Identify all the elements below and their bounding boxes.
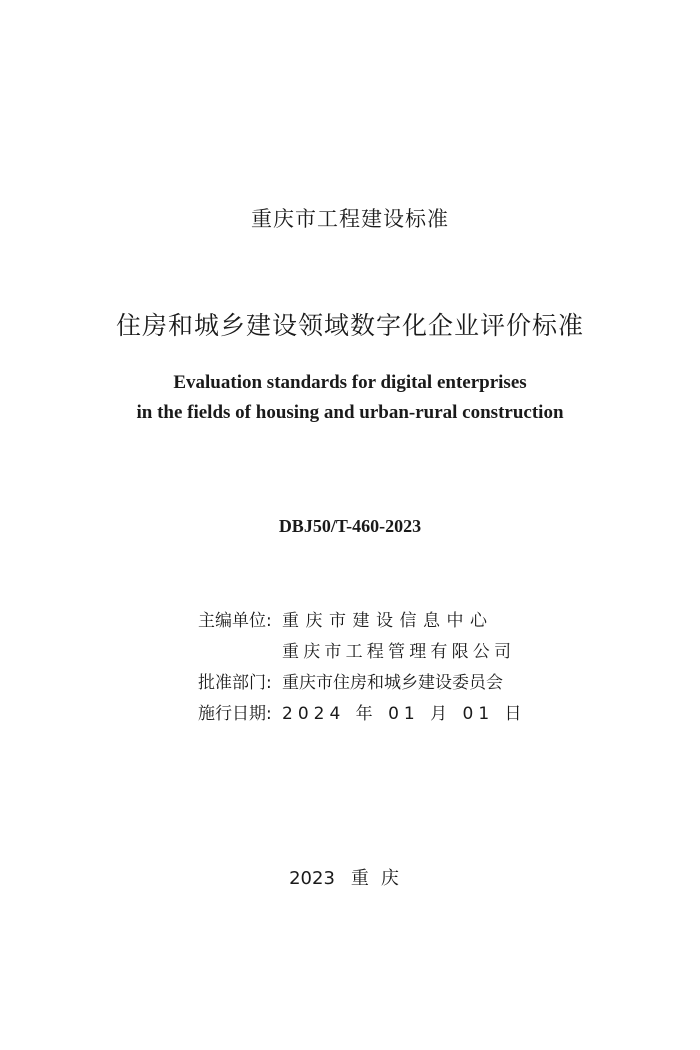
effective-date-value: 2024 年 01 月 01 日	[282, 704, 527, 724]
publication-year: 2023	[289, 868, 335, 889]
chief-editor-row-2	[198, 637, 515, 661]
standard-series-heading: 重庆市工程建设标准	[251, 207, 449, 231]
publication-footer	[0, 864, 700, 890]
chief-editor-secondary: 重庆市工程管理有限公司	[282, 642, 516, 662]
publication-city: 重庆	[350, 868, 411, 889]
standard-code: DBJ50/T-460-2023	[278, 516, 422, 536]
chief-editor-label: 主编单位:	[198, 611, 272, 631]
document-title-chinese: 住房和城乡建设领域数字化企业评价标准	[115, 311, 584, 340]
chief-editor-row	[198, 606, 494, 630]
document-title-english-line-1: Evaluation standards for digital enterprises	[173, 372, 527, 393]
effective-date-label: 施行日期:	[198, 704, 272, 724]
chief-editor-primary: 重庆市建设信息中心	[282, 611, 494, 631]
approving-department-row	[198, 668, 503, 692]
approving-department-value: 重庆市住房和城乡建设委员会	[282, 673, 503, 693]
document-title-english-line-2: in the fields of housing and urban-rural construction	[136, 402, 564, 423]
effective-date-row	[198, 699, 527, 723]
approving-department-label: 批准部门:	[198, 673, 272, 693]
